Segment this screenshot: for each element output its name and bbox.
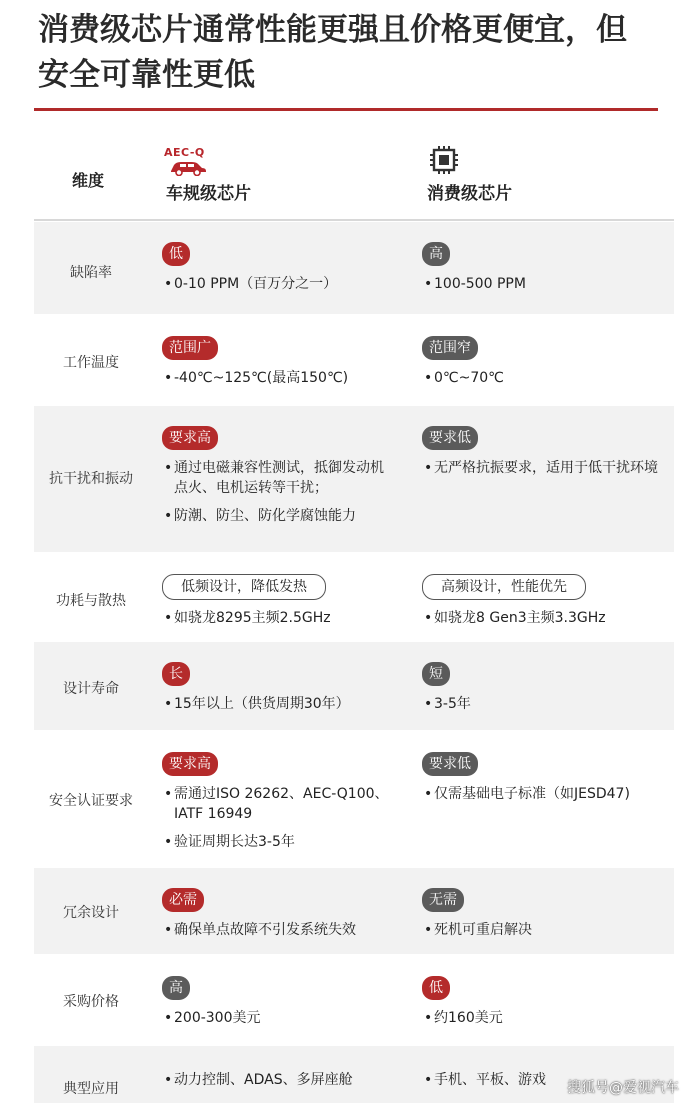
automotive-chip-cell — [162, 574, 390, 628]
header-automotive-chip: 车规级芯片 — [166, 184, 251, 204]
rating-badge: 低频设计，降低发热 — [162, 574, 326, 600]
title-line-2: 安全可靠性更低 — [38, 57, 255, 93]
aec-q-car-icon — [164, 146, 216, 180]
detail-bullet: • 0-10 PPM（百万分之一） — [162, 274, 390, 294]
row-dimension-label: 设计寿命 — [63, 681, 119, 697]
row-dimension-label: 安全认证要求 — [49, 793, 133, 809]
automotive-chip-cell — [162, 426, 390, 526]
detail-bullet: • 仅需基础电子标准（如JESD47) — [422, 784, 662, 804]
rating-badge: 要求低 — [422, 426, 478, 450]
row-dimension-label: 抗干扰和振动 — [49, 471, 133, 487]
automotive-chip-cell — [162, 336, 390, 388]
row-dimension-label: 典型应用 — [63, 1081, 119, 1097]
detail-bullet: • 0℃~70℃ — [422, 368, 662, 388]
rating-badge: 范围广 — [162, 336, 218, 360]
rating-badge: 短 — [422, 662, 450, 686]
rating-badge: 高频设计，性能优先 — [422, 574, 586, 600]
detail-bullet: • 200-300美元 — [162, 1008, 390, 1028]
detail-bullet: • 如骁龙8 Gen3主频3.3GHz — [422, 608, 662, 628]
automotive-chip-cell — [162, 752, 390, 852]
automotive-chip-cell — [162, 1070, 390, 1090]
automotive-chip-cell — [162, 242, 390, 294]
aec-q-logo-text: AEC-Q — [164, 146, 205, 159]
row-dimension-label: 采购价格 — [63, 994, 119, 1010]
detail-bullet: • 如骁龙8295主频2.5GHz — [162, 608, 390, 628]
automotive-chip-cell — [162, 888, 390, 940]
row-dimension-label: 功耗与散热 — [56, 593, 126, 609]
detail-bullet: • 3-5年 — [422, 694, 662, 714]
rating-badge: 要求高 — [162, 426, 218, 450]
detail-bullet: • 15年以上（供货周期30年） — [162, 694, 390, 714]
title-line-1: 消费级芯片通常性能更强且价格更便宜，但 — [38, 12, 627, 48]
page-title — [38, 8, 668, 98]
consumer-chip-cell — [422, 336, 662, 388]
row-dimension-label: 缺陷率 — [70, 265, 112, 281]
header-dimension: 维度 — [72, 171, 105, 190]
consumer-chip-cell — [422, 752, 662, 804]
row-dimension-label: 冗余设计 — [63, 905, 119, 921]
table-row — [34, 316, 674, 404]
detail-bullet: • 通过电磁兼容性测试，抵御发动机点火、电机运转等干扰； — [162, 458, 390, 498]
rating-badge: 高 — [422, 242, 450, 266]
table-header — [34, 112, 674, 220]
detail-bullet: • 确保单点故障不引发系统失效 — [162, 920, 390, 940]
detail-bullet: • 验证周期长达3-5年 — [162, 832, 390, 852]
table-row — [34, 732, 674, 866]
header-divider — [34, 219, 674, 221]
consumer-chip-cell — [422, 242, 662, 294]
rating-badge: 要求高 — [162, 752, 218, 776]
detail-bullet: • 手机、平板、游戏 — [422, 1070, 662, 1090]
automotive-chip-cell — [162, 662, 390, 714]
table-row — [34, 406, 674, 552]
rating-badge: 低 — [162, 242, 190, 266]
detail-bullet: • 无严格抗振要求，适用于低干扰环境 — [422, 458, 662, 478]
table-row — [34, 956, 674, 1044]
detail-bullet: • 100-500 PPM — [422, 274, 662, 294]
consumer-chip-cell — [422, 574, 662, 628]
row-dimension-label: 工作温度 — [63, 355, 119, 371]
watermark: 搜狐号@爱视汽车 — [567, 1080, 679, 1096]
detail-bullet: • 约160美元 — [422, 1008, 662, 1028]
rating-badge: 无需 — [422, 888, 464, 912]
table-row — [34, 554, 674, 640]
rating-badge: 要求低 — [422, 752, 478, 776]
detail-bullet: • 死机可重启解决 — [422, 920, 662, 940]
automotive-chip-cell — [162, 976, 390, 1028]
rating-badge: 范围窄 — [422, 336, 478, 360]
rating-badge: 必需 — [162, 888, 204, 912]
detail-bullet: • 动力控制、ADAS、多屏座舱 — [162, 1070, 390, 1090]
consumer-chip-cell — [422, 426, 662, 478]
detail-bullet: • 防潮、防尘、防化学腐蚀能力 — [162, 506, 390, 526]
consumer-chip-cell — [422, 662, 662, 714]
table-row — [34, 868, 674, 954]
table-row — [34, 222, 674, 314]
header-consumer-chip: 消费级芯片 — [427, 184, 512, 204]
consumer-chip-cell — [422, 976, 662, 1028]
rating-badge: 高 — [162, 976, 190, 1000]
detail-bullet: • -40℃~125℃(最高150℃) — [162, 368, 390, 388]
chip-icon — [429, 145, 459, 179]
table-row — [34, 642, 674, 730]
detail-bullet: • 需通过ISO 26262、AEC-Q100、IATF 16949 — [162, 784, 390, 824]
rating-badge: 长 — [162, 662, 190, 686]
rating-badge: 低 — [422, 976, 450, 1000]
title-divider — [34, 108, 658, 111]
consumer-chip-cell — [422, 888, 662, 940]
